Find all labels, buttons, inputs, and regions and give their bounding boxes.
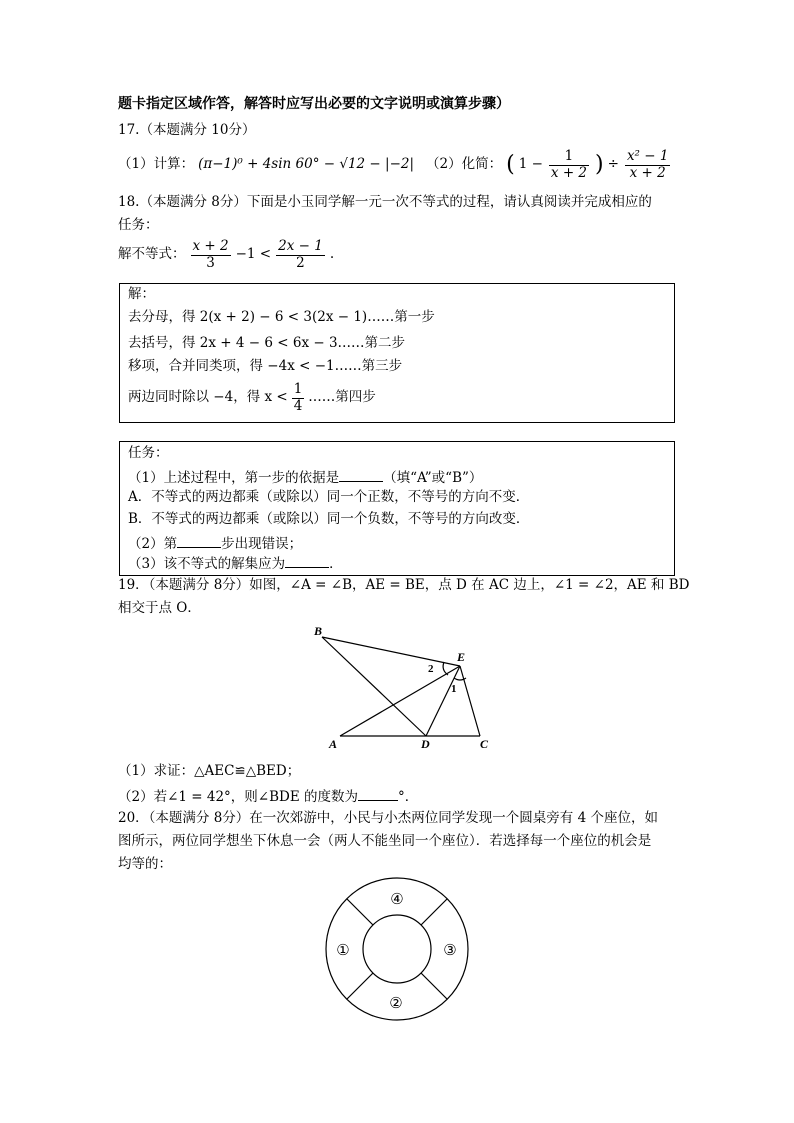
q19-part2: （2）若∠1 = 42°，则∠BDE 的度数为 °．	[118, 789, 419, 805]
divider-nw	[347, 899, 373, 925]
q17-part1-label: （1）计算：	[118, 156, 195, 173]
solution-step4: 两边同时除以 −4，得 x < $\frac{1}{4}$ ……第四步	[128, 381, 376, 414]
label-C: C	[480, 737, 489, 751]
section-header: 题卡指定区域作答，解答时应写出必要的文字说明或演算步骤）	[118, 96, 510, 112]
segment-BE	[322, 637, 460, 666]
solution-box	[119, 283, 675, 423]
label-D: D	[421, 737, 430, 751]
task-2: （2）第 步出现错误；	[128, 536, 303, 552]
q17-body: （1）计算： (π−1)⁰ + 4sin 60° − √12 − |−2| （2）化简： ( 1 − $\frac{1}{x + 2}$ ) ÷ $\frac{\text{x² − 1}}{x + 2}$	[118, 148, 669, 181]
solution-head: 解：	[128, 286, 155, 302]
seat-4: ④	[390, 892, 404, 908]
q17-part1-expr: (π−1)⁰ + 4sin 60° − √12 − |−2|	[198, 156, 415, 173]
answer-blank-3[interactable]	[285, 555, 329, 568]
q20-line1: 20．（本题满分 8分）在一次郊游中，小民与小杰两位同学发现一个圆桌旁有 4 个座位，如	[118, 810, 658, 826]
segment-AE	[340, 666, 460, 736]
solution-step1: 去分母，得 2(x + 2) − 6 < 3(2x − 1)……第一步	[128, 309, 435, 325]
q17-div-sign: ÷	[607, 156, 619, 173]
seat-3: ③	[443, 943, 457, 959]
label-E: E	[457, 650, 466, 664]
q19-part1: （1）求证：△AEC≌△BED；	[118, 763, 301, 779]
label-angle-1: 1	[451, 683, 457, 695]
q20-line2: 图所示，两位同学想坐下休息一会（两人不能坐同一个座位）．若选择每一个座位的机会是	[118, 833, 652, 849]
round-table-figure	[324, 876, 470, 1022]
task-option-a: A．不等式的两边都乘（或除以）同一个正数，不等号的方向不变．	[128, 489, 530, 505]
q18-title-line2: 任务：	[118, 217, 159, 233]
solution-step3: 移项，合并同类项，得 −4x < −1……第三步	[128, 358, 403, 374]
divider-ne	[421, 899, 447, 925]
task-box	[119, 441, 675, 576]
seat-1: ①	[336, 943, 350, 959]
q17-part2-label: （2）化简：	[426, 156, 503, 173]
task-head: 任务：	[128, 445, 169, 461]
label-A: A	[329, 737, 338, 751]
triangle-figure	[300, 618, 520, 754]
answer-blank-4[interactable]	[358, 788, 398, 801]
task-option-b: B．不等式的两边都乘（或除以）同一个负数，不等号的方向改变．	[128, 511, 530, 527]
label-angle-2: 2	[428, 663, 434, 675]
solution-step2: 去括号，得 2x + 4 − 6 < 6x − 3……第二步	[128, 335, 406, 351]
q19-title-line2: 相交于点 O．	[118, 600, 201, 616]
answer-blank-1[interactable]	[339, 469, 383, 482]
task-3: （3）该不等式的解集应为 ．	[128, 556, 343, 572]
q20-line3: 均等的：	[118, 856, 172, 872]
q17-frac1: $\frac{1}{x + 2}$	[550, 148, 588, 181]
label-B: B	[314, 624, 323, 638]
q17-frac2: $\frac{\text{x² − 1}}{x + 2}$	[626, 148, 669, 181]
q18-inequality: 解不等式： $\frac{x + 2}{3}$ −1 < $\frac{2x - 1}{2}$ .	[118, 238, 335, 271]
segment-EC	[460, 666, 480, 736]
divider-sw	[347, 973, 373, 999]
answer-blank-2[interactable]	[177, 535, 221, 548]
divider-se	[421, 973, 447, 999]
q19-title-line1: 19．（本题满分 8分）如图，∠A = ∠B，AE = BE，点 D 在 AC 边上，∠1 = ∠2，AE 和 BD	[118, 577, 690, 593]
seat-2: ②	[389, 996, 403, 1012]
q18-title-line1: 18.（本题满分 8分）下面是小玉同学解一元一次不等式的过程，请认真阅读并完成相应的	[118, 194, 652, 210]
table-inner-circle	[363, 915, 431, 983]
task-1: （1）上述过程中，第一步的依据是 （填“A”或“B”）	[128, 470, 483, 486]
q17-title: 17.（本题满分 10分）	[118, 122, 256, 138]
segment-BD	[322, 637, 426, 736]
